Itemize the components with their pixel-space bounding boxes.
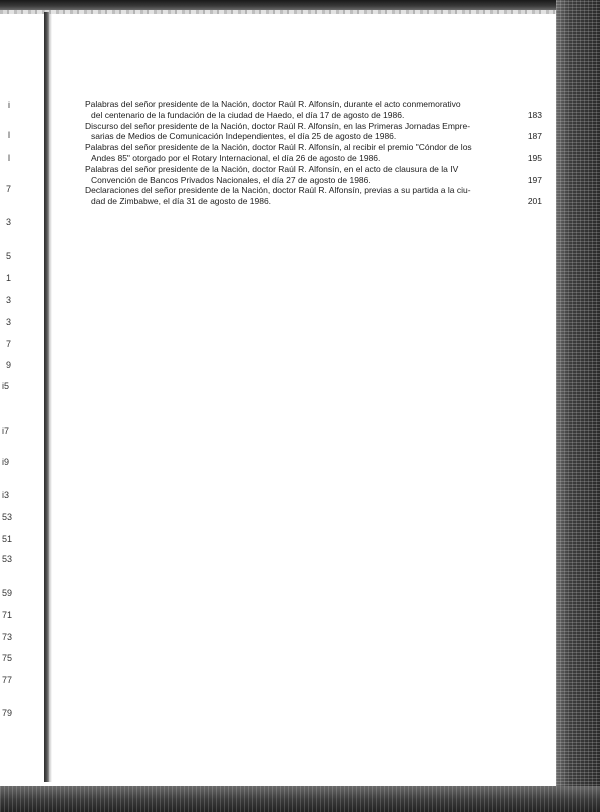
facing-page-number: 3 <box>6 317 12 327</box>
facing-page-number: 3 <box>6 295 12 305</box>
facing-page-number: i3 <box>2 490 10 500</box>
facing-page-number: 7 <box>6 339 12 349</box>
toc-entry-title-line: Palabras del señor presidente de la Nación, doctor Raúl R. Alfonsín, en el acto de clausura de la IV <box>85 163 459 174</box>
facing-page-numbers <box>0 0 40 812</box>
toc-entry-title-line: Convención de Bancos Privados Nacionales, el día 27 de agosto de 1986. <box>91 174 371 185</box>
facing-page-number: i <box>8 100 10 110</box>
facing-page-number: 77 <box>2 675 13 685</box>
facing-page-number: i5 <box>2 381 10 391</box>
scan-right-edge <box>556 0 600 812</box>
facing-page-number: i9 <box>2 457 10 467</box>
scan-top-noise <box>0 10 600 14</box>
scan-top-edge <box>0 0 600 10</box>
facing-page-number: 53 <box>2 512 13 522</box>
facing-page-number: 59 <box>2 588 13 598</box>
facing-page-number: 9 <box>6 360 12 370</box>
toc-entry-title-line: Declaraciones del señor presidente de la Nación, doctor Raúl R. Alfonsín, previas a su partida a la ciu- <box>85 185 471 196</box>
toc-entry-page-number: 201 <box>527 196 542 207</box>
toc-entry-page-number: 187 <box>527 131 542 142</box>
facing-page-number: i7 <box>2 426 10 436</box>
toc-entry-page-number: 197 <box>527 174 542 185</box>
facing-page-number: 5 <box>6 251 12 261</box>
toc-entry-title-line: del centenario de la fundación de la ciudad de Haedo, el día 17 de agosto de 1986. <box>91 109 405 120</box>
toc-entry <box>85 185 542 207</box>
facing-page-number: 3 <box>6 217 12 227</box>
toc-entry-page-number: 195 <box>527 152 542 163</box>
binding-shadow <box>49 14 52 782</box>
toc-entry-title-line: Palabras del señor presidente de la Nación, doctor Raúl R. Alfonsín, al recibir el premio "Cóndor de los <box>85 142 472 153</box>
facing-page-number: 53 <box>2 554 13 564</box>
facing-page-number: l <box>8 153 10 163</box>
toc-entry <box>85 99 542 121</box>
toc-entry-title-line: Discurso del señor presidente de la Nación, doctor Raúl R. Alfonsín, en las Primeras Jornadas Empre- <box>85 120 471 131</box>
facing-page-number: 7 <box>6 184 12 194</box>
facing-page-number: l <box>8 130 10 140</box>
toc-entry-page-number: 183 <box>527 109 542 120</box>
toc-entry-title-line: dad de Zimbabwe, el día 31 de agosto de 1986. <box>91 196 272 207</box>
facing-page-number: 51 <box>2 534 13 544</box>
facing-page-number: 79 <box>2 708 13 718</box>
toc-entry <box>85 142 542 164</box>
facing-page-number: 73 <box>2 632 13 642</box>
facing-page-number: 75 <box>2 653 13 663</box>
table-of-contents <box>85 99 542 207</box>
toc-entry-title-line: Andes 85" otorgado por el Rotary Internacional, el día 26 de agosto de 1986. <box>91 152 381 163</box>
facing-page-number: 71 <box>2 610 13 620</box>
scan-bottom-edge <box>0 786 600 812</box>
toc-entry-title-line: sarias de Medios de Comunicación Independientes, el día 25 de agosto de 1986. <box>91 131 397 142</box>
facing-page-number: 1 <box>6 273 12 283</box>
toc-entry <box>85 121 542 143</box>
toc-entry <box>85 164 542 186</box>
toc-entry-title-line: Palabras del señor presidente de la Nación, doctor Raúl R. Alfonsín, durante el acto conmemorativo <box>85 99 461 109</box>
